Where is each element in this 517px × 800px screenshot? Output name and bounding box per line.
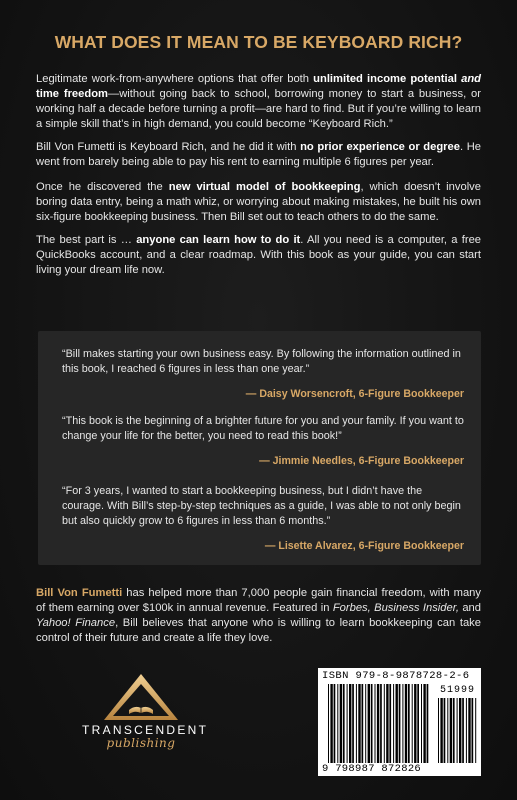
author-name: Bill Von Fumetti	[36, 587, 123, 599]
italic-run: Forbes, Business Insider,	[332, 602, 459, 614]
barcode-bar	[399, 684, 401, 763]
text-run: and	[458, 602, 481, 614]
author-bio	[36, 586, 481, 646]
text-run: , which doesn’t involve boring data entry, being a math whiz, or worrying about making mistakes, he built his own six-figure bookkeeping business. Then Bill set out to teach others to do the same.	[36, 181, 481, 223]
testimonial-attribution: — Jimmie Needles, 6-Figure Bookkeeper	[259, 455, 464, 467]
barcode-bar	[417, 684, 419, 763]
intro-paragraph-1	[36, 72, 481, 132]
testimonial-attribution: — Lisette Alvarez, 6-Figure Bookkeeper	[264, 540, 464, 552]
ean-text: 9 798987 872826	[322, 763, 422, 775]
barcode-bar	[365, 684, 366, 763]
barcode-bar	[423, 684, 425, 763]
italic-run: and	[461, 73, 482, 85]
text-run: , Bill believes that anyone who is willing to learn bookkeeping can take control of their future and create a life they love.	[36, 617, 481, 644]
barcode-bar	[368, 684, 370, 763]
testimonial-3	[62, 484, 464, 554]
testimonial-text: “For 3 years, I wanted to start a bookkeeping business, but I didn’t have the courage. With Bill’s step-by-step techniques as a guide, I was able to not only begin but also quickly grow to 6 figures in less than 6 months.”	[62, 485, 461, 527]
barcode-bar	[414, 684, 416, 763]
barcode-bar	[453, 698, 455, 763]
bold-run: unlimited income potential	[313, 73, 457, 85]
barcode-bar	[396, 684, 398, 763]
intro-paragraph-3	[36, 180, 481, 225]
barcode-bar	[438, 698, 439, 763]
testimonial-text: “Bill makes starting your own business easy. By following the information outlined in this book, I reached 6 figures in less than one year.”	[62, 348, 461, 375]
barcode-bar	[380, 684, 382, 763]
barcode-bar	[340, 684, 342, 763]
barcode-bar	[352, 684, 354, 763]
triangle-book-icon	[98, 672, 184, 722]
barcode-bar	[377, 684, 379, 763]
bold-run: no prior experience or degree	[300, 141, 460, 153]
testimonial-text: “This book is the beginning of a brighter future for you and your family. If you want to change your life for the better, you need to read this book!”	[62, 415, 464, 442]
barcode-bar	[475, 698, 476, 763]
testimonial-1	[62, 347, 464, 402]
barcode-bar	[466, 698, 467, 763]
text-run: Once he discovered the	[36, 181, 169, 193]
barcode-bars	[318, 668, 481, 776]
barcode-bar	[371, 684, 373, 763]
barcode-bar	[468, 698, 470, 763]
bold-run: anyone can learn how to do it	[136, 234, 301, 246]
barcode-bar	[337, 684, 338, 763]
italic-run: Yahoo! Finance	[36, 617, 116, 629]
barcode-bar	[421, 684, 422, 763]
text-run: —without going back to school, borrowing money to start a business, or working half a decade before turning a profit—are hard to find. But if you’re willing to learn a simple skill that’s in high demand, you could become “Keyboard Rich.”	[36, 88, 481, 130]
testimonial-attribution: — Daisy Worsencroft, 6-Figure Bookkeeper	[245, 388, 464, 400]
barcode-bar	[472, 698, 474, 763]
text-run: . All you need is a computer, a free QuickBooks account, and a clear roadmap. With this book as your guide, you can start living your dream life now.	[36, 234, 482, 276]
barcode-bar	[459, 698, 461, 763]
barcode-bar	[386, 684, 388, 763]
barcode-bar	[402, 684, 403, 763]
bold-run: time freedom	[36, 88, 108, 100]
text-run: . He went from barely being able to pay his rent to earning multiple 6 figures per year.	[36, 141, 481, 168]
barcode-bar	[330, 684, 332, 763]
testimonials-panel	[38, 331, 481, 565]
barcode-bar	[328, 684, 329, 763]
text-run: Bill Von Fumetti is Keyboard Rich, and he did it with	[36, 141, 301, 153]
barcode-bar	[389, 684, 391, 763]
intro-paragraph-4	[36, 233, 481, 278]
bold-run: new virtual model of bookkeeping	[168, 181, 361, 193]
barcode-bar	[349, 684, 351, 763]
text-run: The best part is …	[36, 234, 137, 246]
barcode-bar	[347, 684, 348, 763]
barcode-bar	[362, 684, 364, 763]
barcode-bar	[444, 698, 446, 763]
text-run: has helped more than 7,000 people gain financial freedom, with many of them earning over $100k in annual revenue. Featured in	[36, 587, 481, 614]
barcode-bar	[408, 684, 410, 763]
barcode-bar	[447, 698, 448, 763]
page-title: WHAT DOES IT MEAN TO BE KEYBOARD RICH?	[54, 32, 463, 52]
barcode-bar	[405, 684, 407, 763]
barcode-bar	[412, 684, 413, 763]
barcode-bar	[356, 684, 357, 763]
barcode-bar	[334, 684, 336, 763]
barcode-bar	[440, 698, 442, 763]
barcode-bar	[462, 698, 464, 763]
publisher-name: TRANSCENDENT	[82, 723, 209, 737]
barcode-bar	[343, 684, 345, 763]
testimonial-2	[62, 414, 464, 469]
isbn-text: ISBN 979-8-9878728-2-6	[322, 670, 470, 682]
barcode-bar	[393, 684, 394, 763]
text-run: Legitimate work-from-anywhere options that offer both	[36, 73, 314, 85]
barcode-bar	[427, 684, 429, 763]
publisher-script: publishing	[106, 736, 176, 750]
isbn-barcode	[318, 668, 481, 776]
barcode-bar	[358, 684, 360, 763]
barcode-bar	[375, 684, 376, 763]
price-addon-text: 51999	[439, 685, 475, 696]
intro-paragraph-2	[36, 140, 481, 170]
publisher-logo	[82, 672, 209, 772]
barcode-bar	[450, 698, 452, 763]
barcode-bar	[384, 684, 385, 763]
barcode-bar	[457, 698, 458, 763]
intro-section	[36, 72, 481, 286]
